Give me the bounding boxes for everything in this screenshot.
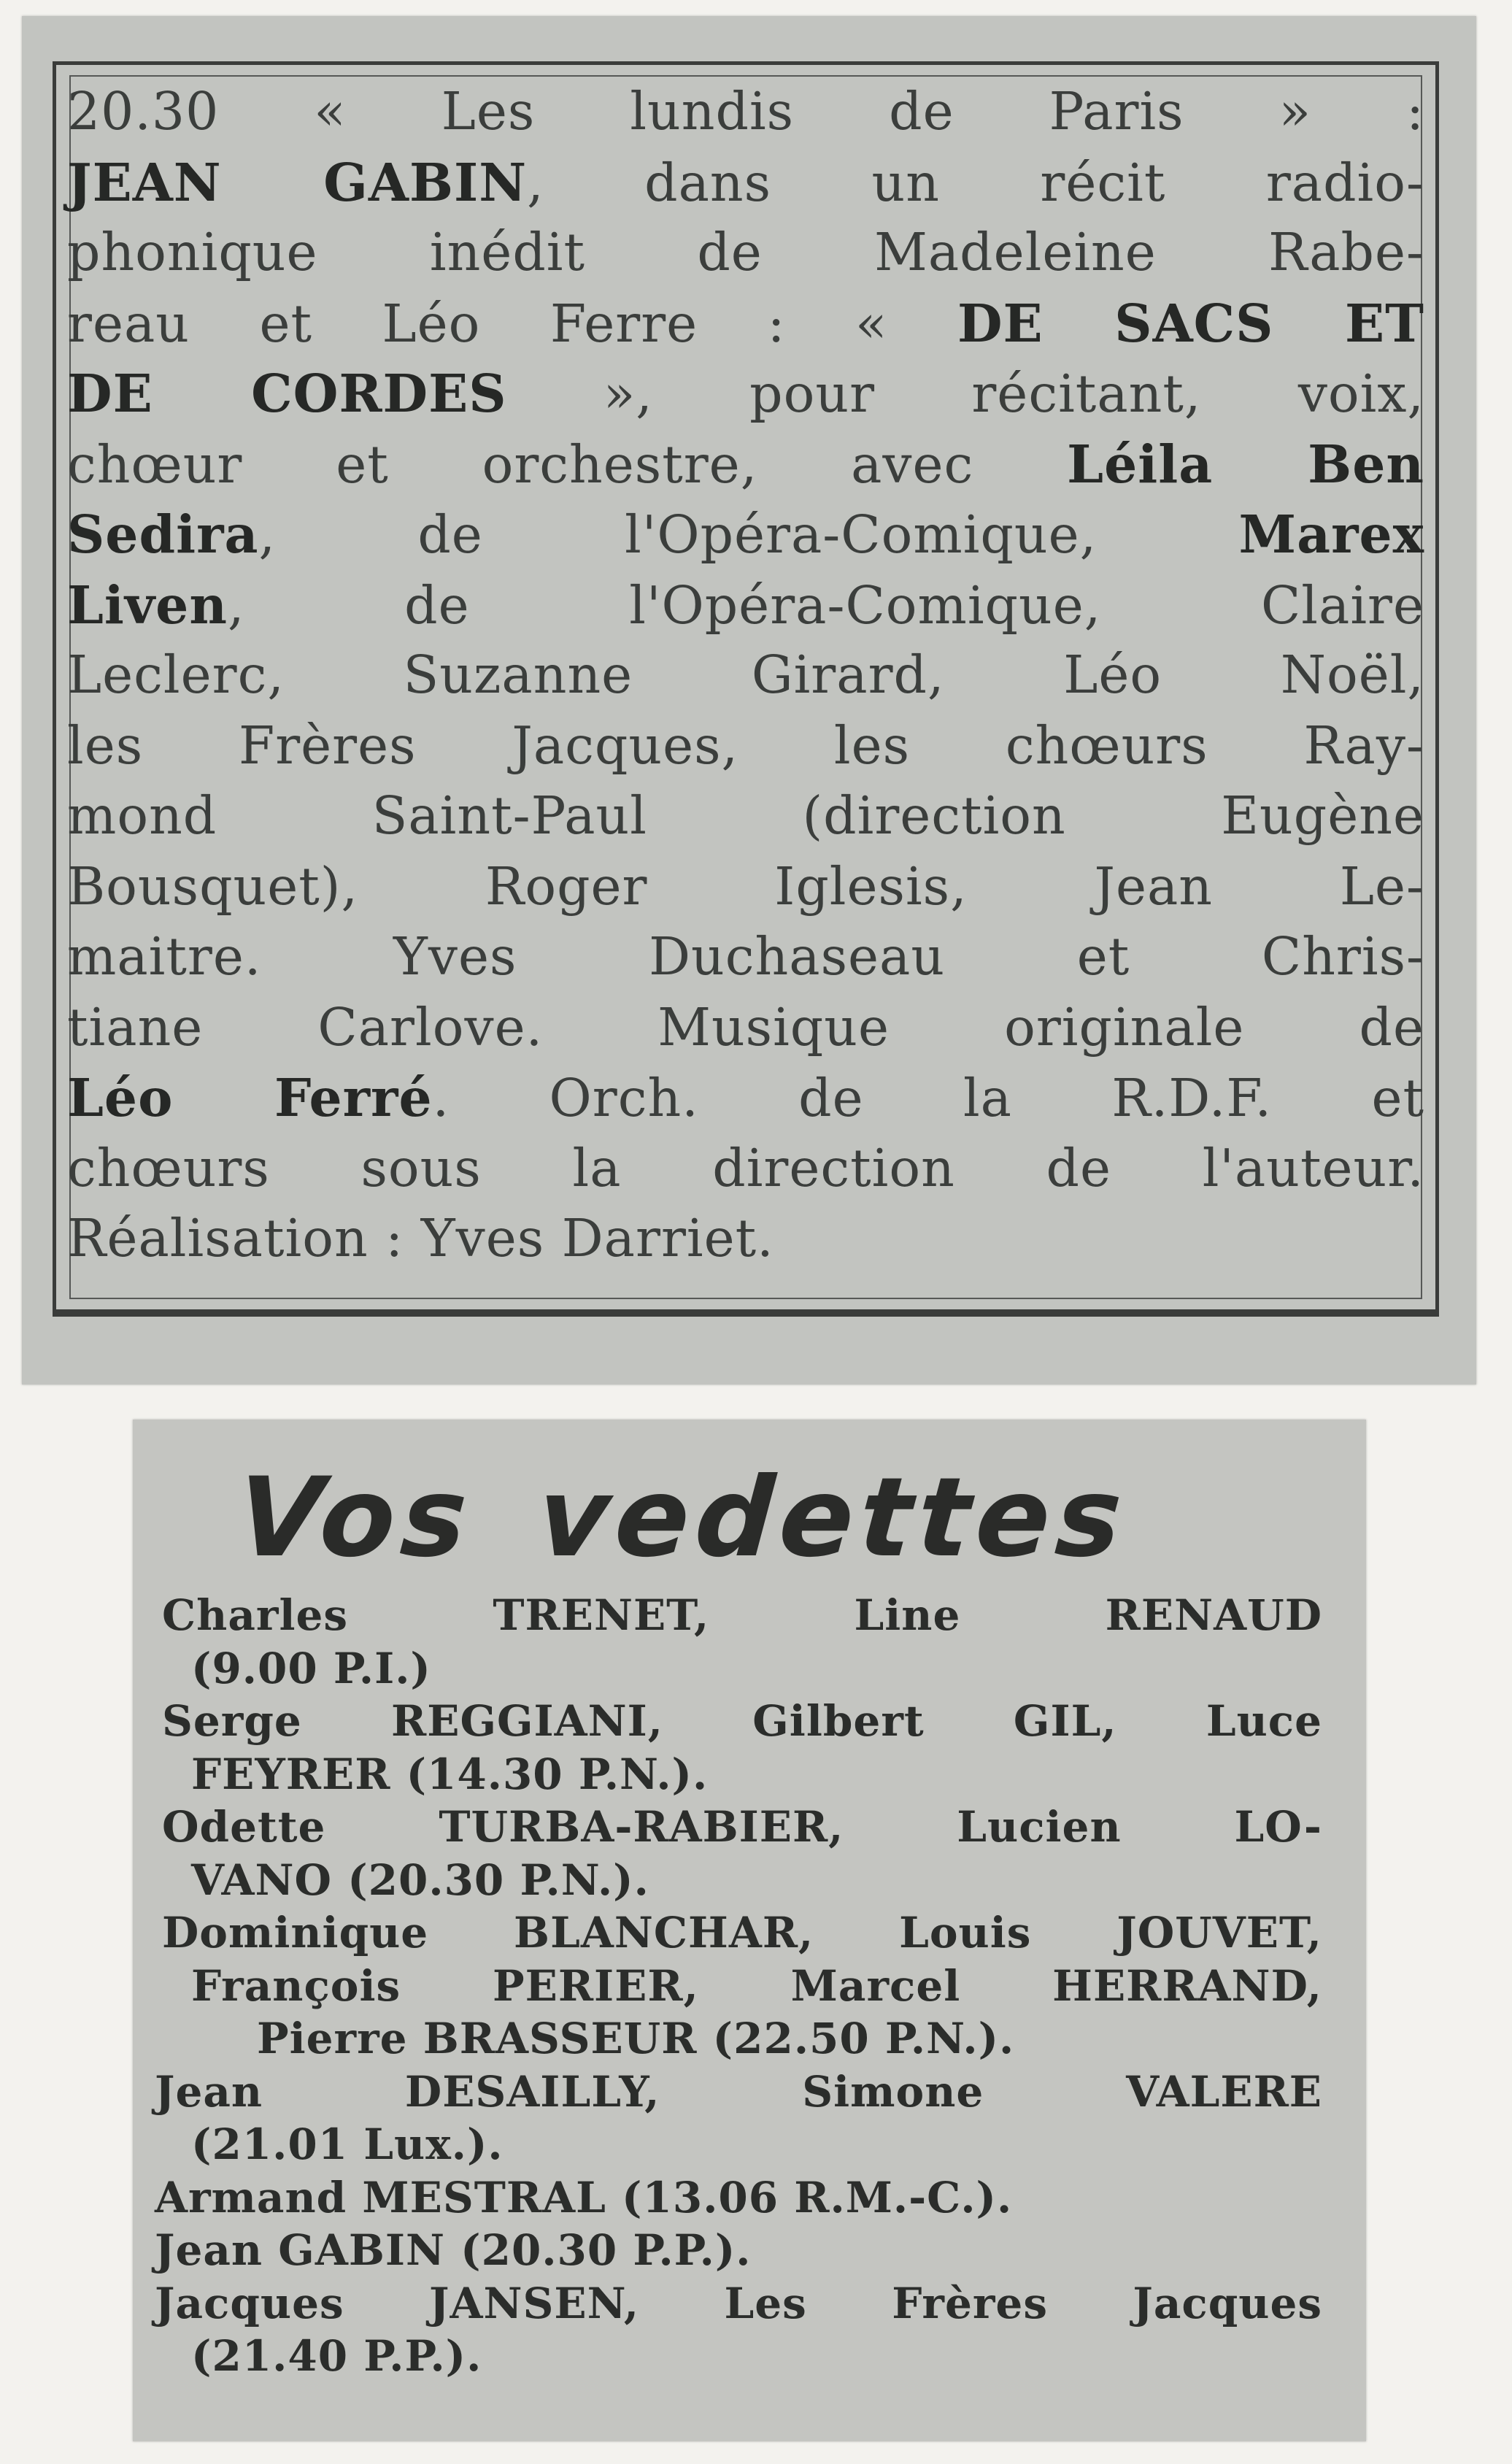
vedette-entry-line: FEYRER (14.30 P.N.). [191, 1749, 709, 1799]
listing-line [67, 924, 1424, 990]
vedette-entry-line: Pierre BRASSEUR (22.50 P.N.). [257, 2014, 1015, 2063]
listing-text: tiane Carlove. Musique originale de [67, 997, 1424, 1058]
vedette-entry-line: Armand MESTRAL (13.06 R.M.-C.). [155, 2173, 1013, 2222]
listing-text: , de l'Opéra-Comique, [258, 504, 1239, 565]
listing-line [67, 995, 1424, 1060]
listing-bold-text: DE SACS ET [957, 293, 1425, 354]
listing-line [67, 361, 1424, 426]
listing-text: . Orch. de la R.D.F. et [432, 1068, 1424, 1128]
listing-line [67, 783, 1424, 849]
vedette-entry-line: VANO (20.30 P.N.). [191, 1855, 649, 1905]
vedette-entry-line: Jacques JANSEN, Les Frères Jacques [155, 2279, 1322, 2328]
listing-text: 20.30 « Les lundis de Paris » : [67, 81, 1424, 142]
vedette-entry-line: (21.40 P.P.). [191, 2331, 482, 2381]
listing-line [67, 713, 1424, 779]
listing-text: maitre. Yves Duchaseau et Chris- [67, 926, 1424, 987]
listing-text: mond Saint-Paul (direction Eugène [67, 785, 1424, 846]
listing-bold-text: Marex [1238, 504, 1424, 565]
listing-line [67, 1206, 1424, 1271]
listing-text: , dans un récit radio- [527, 153, 1424, 213]
listing-text: les Frères Jacques, les chœurs Ray- [67, 715, 1424, 776]
vedette-entry-line: François PERIER, Marcel HERRAND, [191, 1961, 1322, 2011]
listing-text: chœur et orchestre, avec [67, 434, 1068, 495]
vedette-entry-line: (9.00 P.I.) [191, 1644, 431, 1693]
listing-line [67, 150, 1424, 215]
listing-line [67, 572, 1424, 638]
listing-text: », pour récitant, voix, [506, 363, 1424, 424]
listing-bold-text: Léila Ben [1067, 434, 1424, 495]
listing-bold-text: Sedira [67, 504, 259, 565]
listing-text: chœurs sous la direction de l'auteur. [67, 1138, 1424, 1198]
listing-bold-text: Liven [67, 574, 228, 636]
vedette-entry-line: Charles TRENET, Line RENAUD [162, 1590, 1322, 1640]
listing-text: Réalisation : Yves Darriet. [67, 1208, 774, 1268]
listing-text: , de l'Opéra-Comique, Claire [227, 575, 1424, 636]
listing-line [67, 220, 1424, 285]
listing-line [67, 1065, 1424, 1131]
vedette-entry-line: Serge REGGIANI, Gilbert GIL, Luce [162, 1696, 1322, 1746]
listing-line [67, 431, 1424, 497]
vedette-entry-line: (21.01 Lux.). [191, 2120, 504, 2169]
vedette-entry-line: Odette TURBA-RABIER, Lucien LO- [162, 1802, 1322, 1852]
listing-bold-text: JEAN GABIN [67, 152, 528, 213]
listing-bold-text: Léo Ferré [67, 1067, 433, 1128]
listing-line [67, 501, 1424, 567]
listing-line [67, 79, 1424, 145]
listing-line [67, 1136, 1424, 1201]
listing-line [67, 854, 1424, 920]
listing-text: Leclerc, Suzanne Girard, Léo Noël, [67, 644, 1424, 705]
vedette-entry-line: Dominique BLANCHAR, Louis JOUVET, [162, 1908, 1322, 1957]
listing-text: phonique inédit de Madeleine Rabe- [67, 222, 1424, 282]
vedettes-title: Vos vedettes [233, 1455, 1132, 1582]
listing-text: reau et Léo Ferre : « [67, 293, 957, 354]
listing-line [67, 642, 1424, 708]
listing-bold-text: DE CORDES [67, 363, 507, 424]
listing-text: Bousquet), Roger Iglesis, Jean Le- [67, 856, 1424, 917]
vedette-entry-line: Jean GABIN (20.30 P.P.). [155, 2225, 752, 2275]
listing-line [67, 290, 1424, 356]
vedette-entry-line: Jean DESAILLY, Simone VALERE [155, 2067, 1322, 2117]
